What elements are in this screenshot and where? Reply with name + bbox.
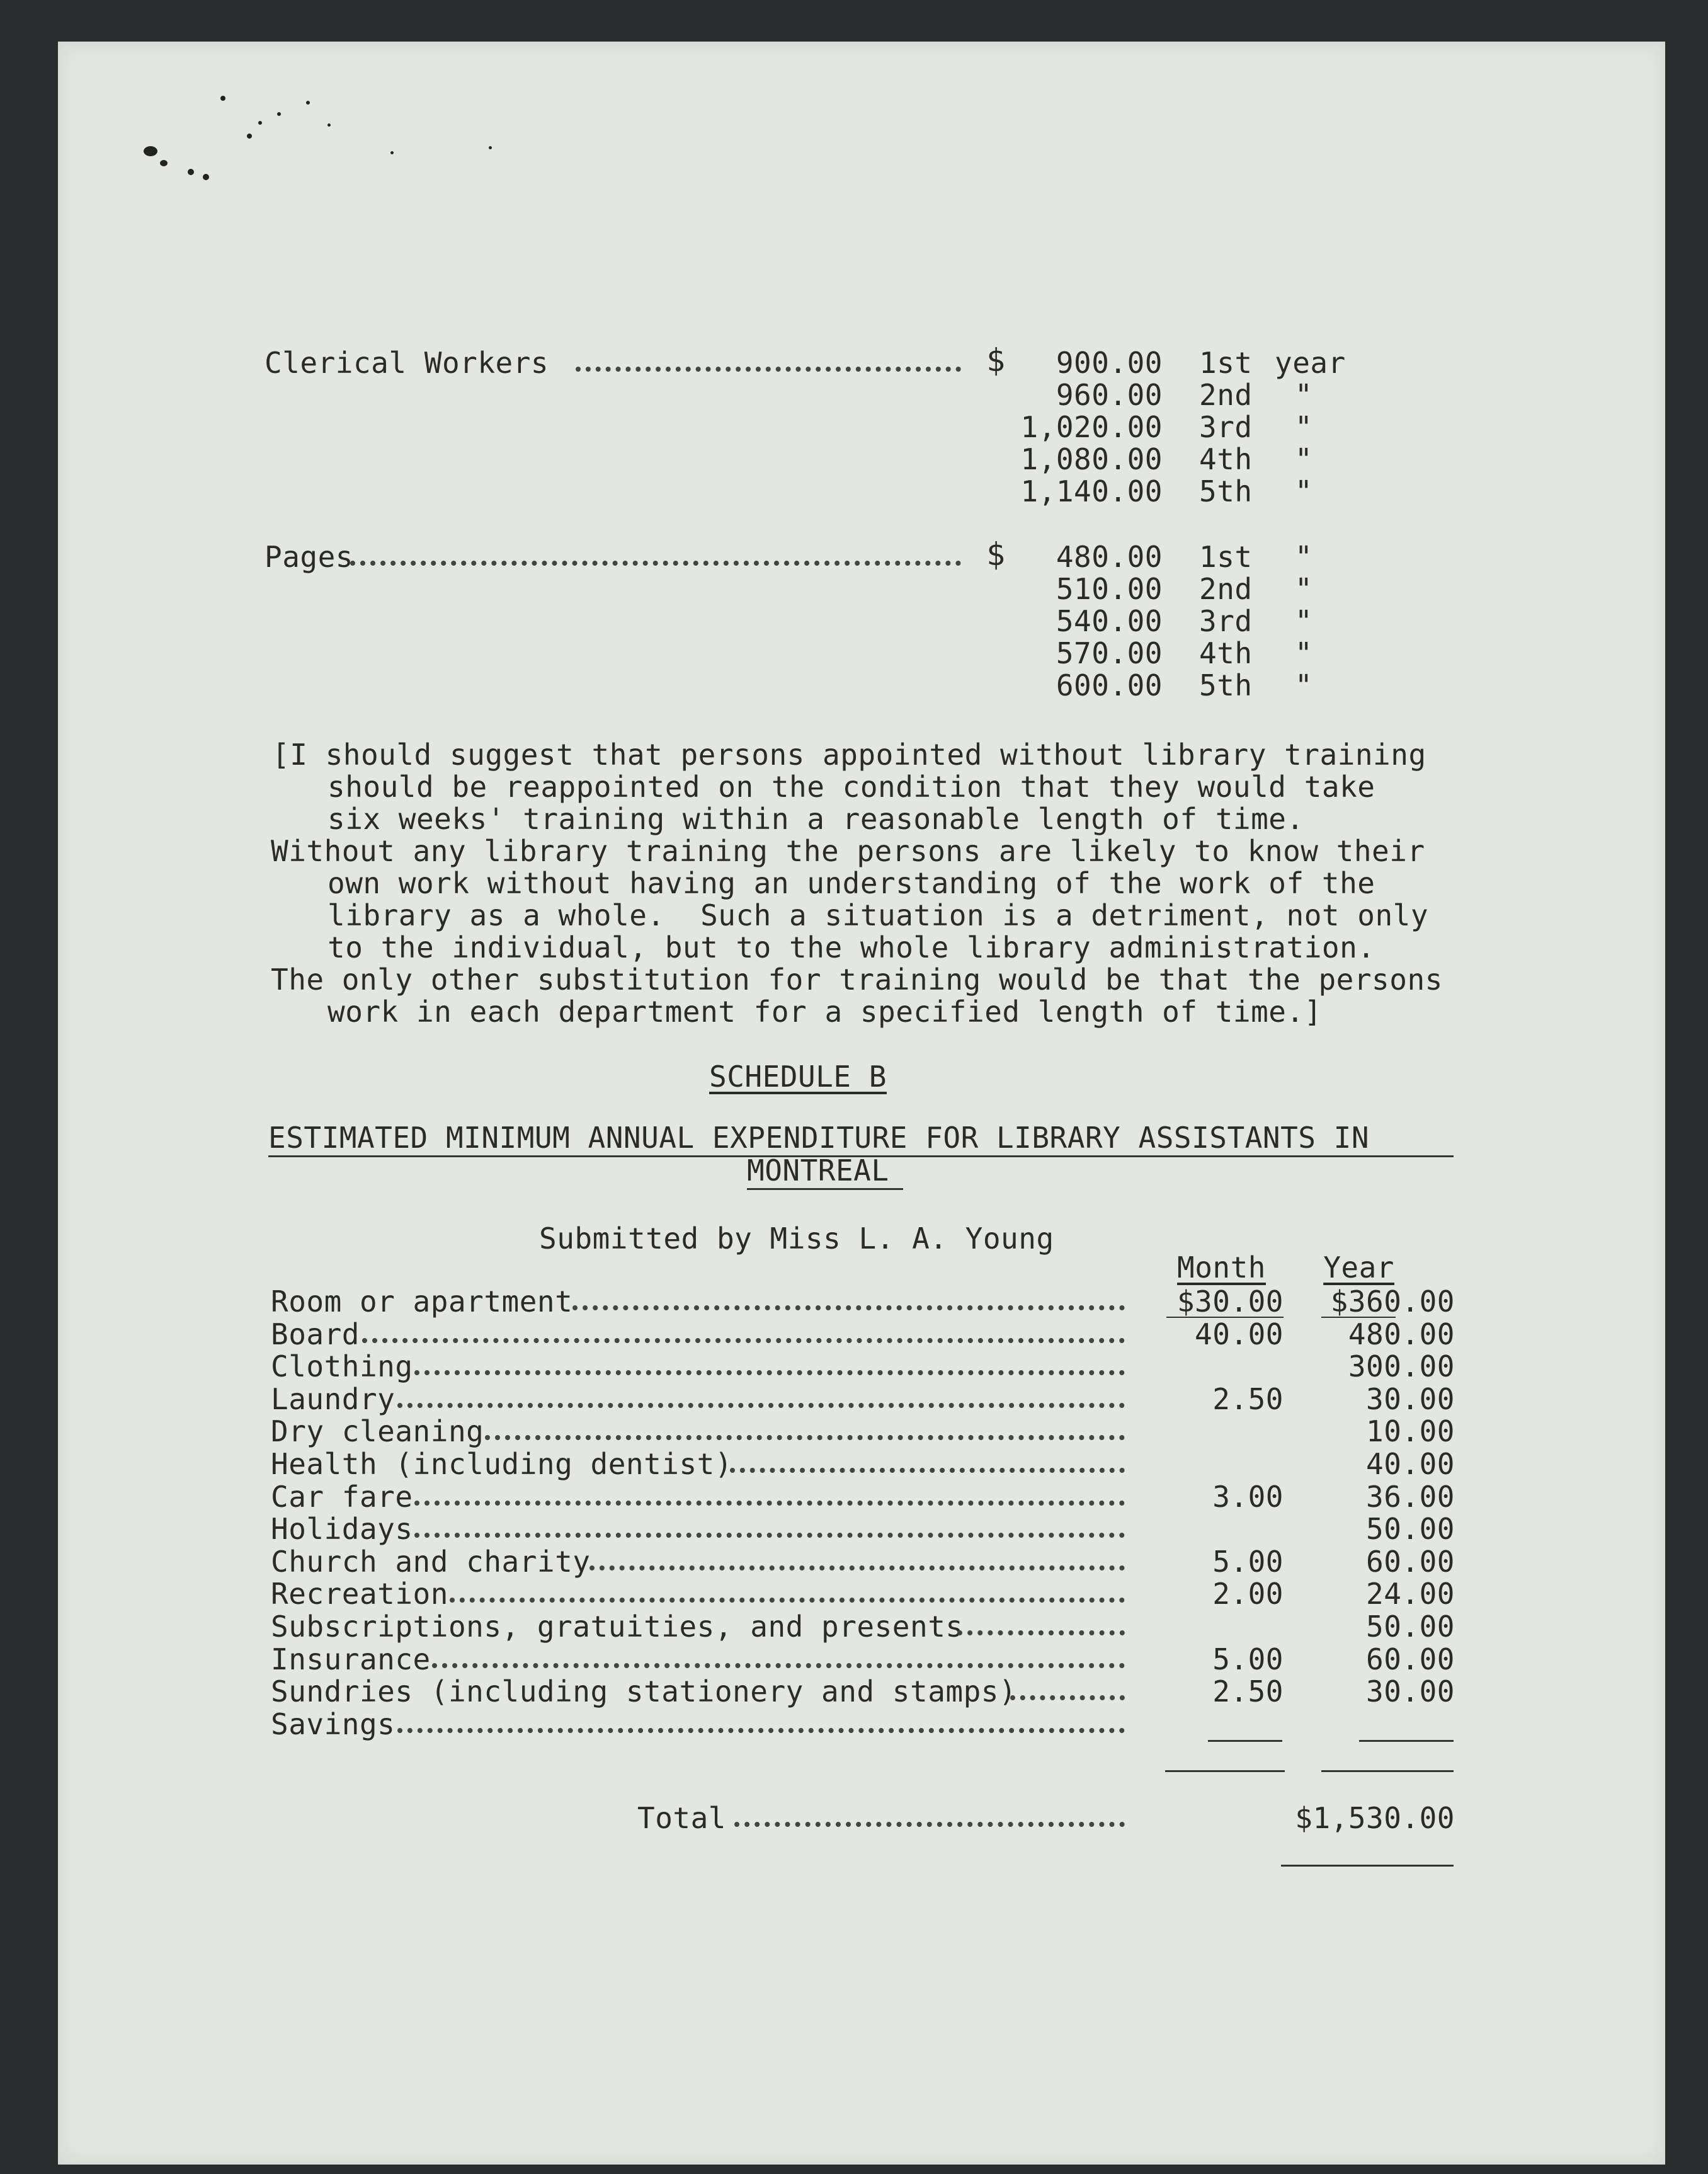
expense-month: 5.00 <box>1212 1544 1284 1579</box>
salary-category-label: Clerical Workers <box>265 346 549 380</box>
schedule-title-line1: ESTIMATED MINIMUM ANNUAL EXPENDITURE FOR LIBRARY ASSISTANTS IN <box>268 1121 1370 1155</box>
expense-label: Recreation <box>271 1577 448 1611</box>
expense-year: 480.00 <box>1348 1317 1455 1351</box>
dot-leader <box>350 561 961 566</box>
dot-leader <box>414 1533 1125 1538</box>
dot-leader <box>414 1501 1125 1506</box>
dot-leader <box>572 1305 1125 1310</box>
salary-amount: 570.00 <box>1056 636 1163 670</box>
salary-year: 5th <box>1199 668 1253 702</box>
note-line: six weeks' training within a reasonable length of time. <box>327 802 1304 836</box>
dot-leader <box>432 1663 1125 1668</box>
salary-amount: 1,020.00 <box>1020 410 1163 444</box>
expense-year: 50.00 <box>1366 1610 1455 1644</box>
submitted-by: Submitted by Miss L. A. Young <box>539 1221 1054 1256</box>
expense-label: Holidays <box>271 1512 413 1547</box>
salary-year: 2nd <box>1199 378 1253 412</box>
salary-amount: 1,140.00 <box>1020 474 1163 508</box>
salary-amount: 540.00 <box>1056 604 1163 638</box>
salary-amount: 600.00 <box>1056 668 1163 702</box>
expense-month: 2.50 <box>1212 1674 1284 1709</box>
expense-label: Car fare <box>271 1479 413 1514</box>
dot-leader <box>730 1468 1125 1473</box>
schedule-title-line2: MONTREAL <box>747 1153 889 1187</box>
expense-label: Laundry <box>271 1382 396 1416</box>
salary-year-unit: " <box>1295 636 1313 670</box>
expense-year: 30.00 <box>1366 1382 1455 1416</box>
salary-year-unit: " <box>1295 572 1313 606</box>
note-line: to the individual, but to the whole library administration. <box>327 930 1375 964</box>
salary-year: 1st <box>1199 540 1253 574</box>
expense-year: 36.00 <box>1366 1479 1455 1514</box>
expense-year: 24.00 <box>1366 1577 1455 1611</box>
salary-year-unit: " <box>1295 474 1313 508</box>
expense-month: 3.00 <box>1212 1479 1284 1514</box>
expense-month: 2.50 <box>1212 1382 1284 1416</box>
dot-leader <box>1010 1695 1125 1700</box>
salary-year: 1st <box>1199 346 1253 380</box>
salary-amount: 480.00 <box>1056 540 1163 574</box>
expense-year: 50.00 <box>1366 1512 1455 1547</box>
salary-year-unit: " <box>1295 604 1313 638</box>
expense-label: Church and charity <box>271 1544 591 1579</box>
month-sum-rule <box>1165 1770 1285 1772</box>
month-header-rule <box>1166 1317 1284 1318</box>
salary-year-unit: " <box>1295 410 1313 444</box>
currency-symbol: $ <box>986 342 1006 379</box>
dot-leader <box>589 1565 1125 1570</box>
salary-year-unit: " <box>1295 442 1313 476</box>
dot-leader <box>576 367 961 372</box>
expense-year: 40.00 <box>1366 1447 1455 1481</box>
total-leader <box>734 1822 1125 1827</box>
page-edge <box>58 42 1665 45</box>
expense-year: 60.00 <box>1366 1544 1455 1579</box>
note-line: own work without having an understanding of the work of the <box>327 866 1375 900</box>
column-year-header: Year <box>1323 1250 1394 1284</box>
expense-label: Dry cleaning <box>271 1414 484 1449</box>
dot-leader <box>485 1435 1125 1440</box>
expense-label: Insurance <box>271 1642 431 1676</box>
note-line: library as a whole. Such a situation is a detriment, not only <box>327 898 1429 932</box>
total-label: Total <box>637 1801 726 1835</box>
note-line: work in each department for a specified length of time.] <box>327 995 1322 1029</box>
total-double-rule <box>1281 1865 1454 1867</box>
expense-label: Room or apartment <box>271 1284 573 1319</box>
column-month-header: Month <box>1177 1250 1266 1284</box>
salary-year-unit: year <box>1275 346 1346 380</box>
dot-leader <box>414 1370 1125 1375</box>
note-line: Without any library training the persons are likely to know their <box>271 834 1425 868</box>
salary-year-unit: " <box>1295 668 1313 702</box>
year-subtotal-rule <box>1359 1740 1454 1742</box>
expense-year: 30.00 <box>1366 1674 1455 1709</box>
salary-year: 2nd <box>1199 572 1253 606</box>
salary-year: 4th <box>1199 636 1253 670</box>
salary-year: 5th <box>1199 474 1253 508</box>
year-sum-rule <box>1321 1770 1454 1772</box>
salary-year-unit: " <box>1295 378 1313 412</box>
expense-label: Savings <box>271 1707 396 1741</box>
dot-leader <box>957 1630 1125 1635</box>
expense-month: 2.00 <box>1212 1577 1284 1611</box>
salary-year: 3rd <box>1199 410 1253 444</box>
expense-month: $30.00 <box>1176 1284 1284 1319</box>
schedule-heading: SCHEDULE B <box>709 1060 887 1094</box>
salary-year-unit: " <box>1295 540 1313 574</box>
salary-year: 4th <box>1199 442 1253 476</box>
salary-amount: 510.00 <box>1056 572 1163 606</box>
expense-label: Health (including dentist) <box>271 1447 733 1481</box>
dot-leader <box>397 1728 1125 1733</box>
year-header-rule <box>1321 1317 1396 1318</box>
expense-year: $360.00 <box>1330 1284 1455 1319</box>
expense-label: Subscriptions, gratuities, and presents <box>271 1610 964 1644</box>
note-line: should be reappointed on the condition that they would take <box>327 770 1375 804</box>
month-subtotal-rule <box>1208 1740 1282 1742</box>
dot-leader <box>397 1403 1125 1408</box>
note-line: [I should suggest that persons appointed without library training <box>272 738 1426 772</box>
dot-leader <box>362 1338 1125 1343</box>
note-line: The only other substitution for training would be that the persons <box>271 963 1443 997</box>
expense-month: 40.00 <box>1195 1317 1284 1351</box>
dot-leader <box>450 1598 1125 1603</box>
expense-month: 5.00 <box>1212 1642 1284 1676</box>
total-value: $1,530.00 <box>1295 1801 1455 1835</box>
expense-year: 10.00 <box>1366 1414 1455 1449</box>
salary-amount: 1,080.00 <box>1020 442 1163 476</box>
expense-label: Board <box>271 1317 360 1351</box>
expense-year: 60.00 <box>1366 1642 1455 1676</box>
expense-year: 300.00 <box>1348 1349 1455 1384</box>
salary-year: 3rd <box>1199 604 1253 638</box>
currency-symbol: $ <box>986 536 1006 573</box>
expense-label: Sundries (including stationery and stamps) <box>271 1674 1017 1709</box>
salary-amount: 900.00 <box>1056 346 1163 380</box>
expense-label: Clothing <box>271 1349 413 1384</box>
salary-amount: 960.00 <box>1056 378 1163 412</box>
salary-category-label: Pages <box>265 540 353 574</box>
